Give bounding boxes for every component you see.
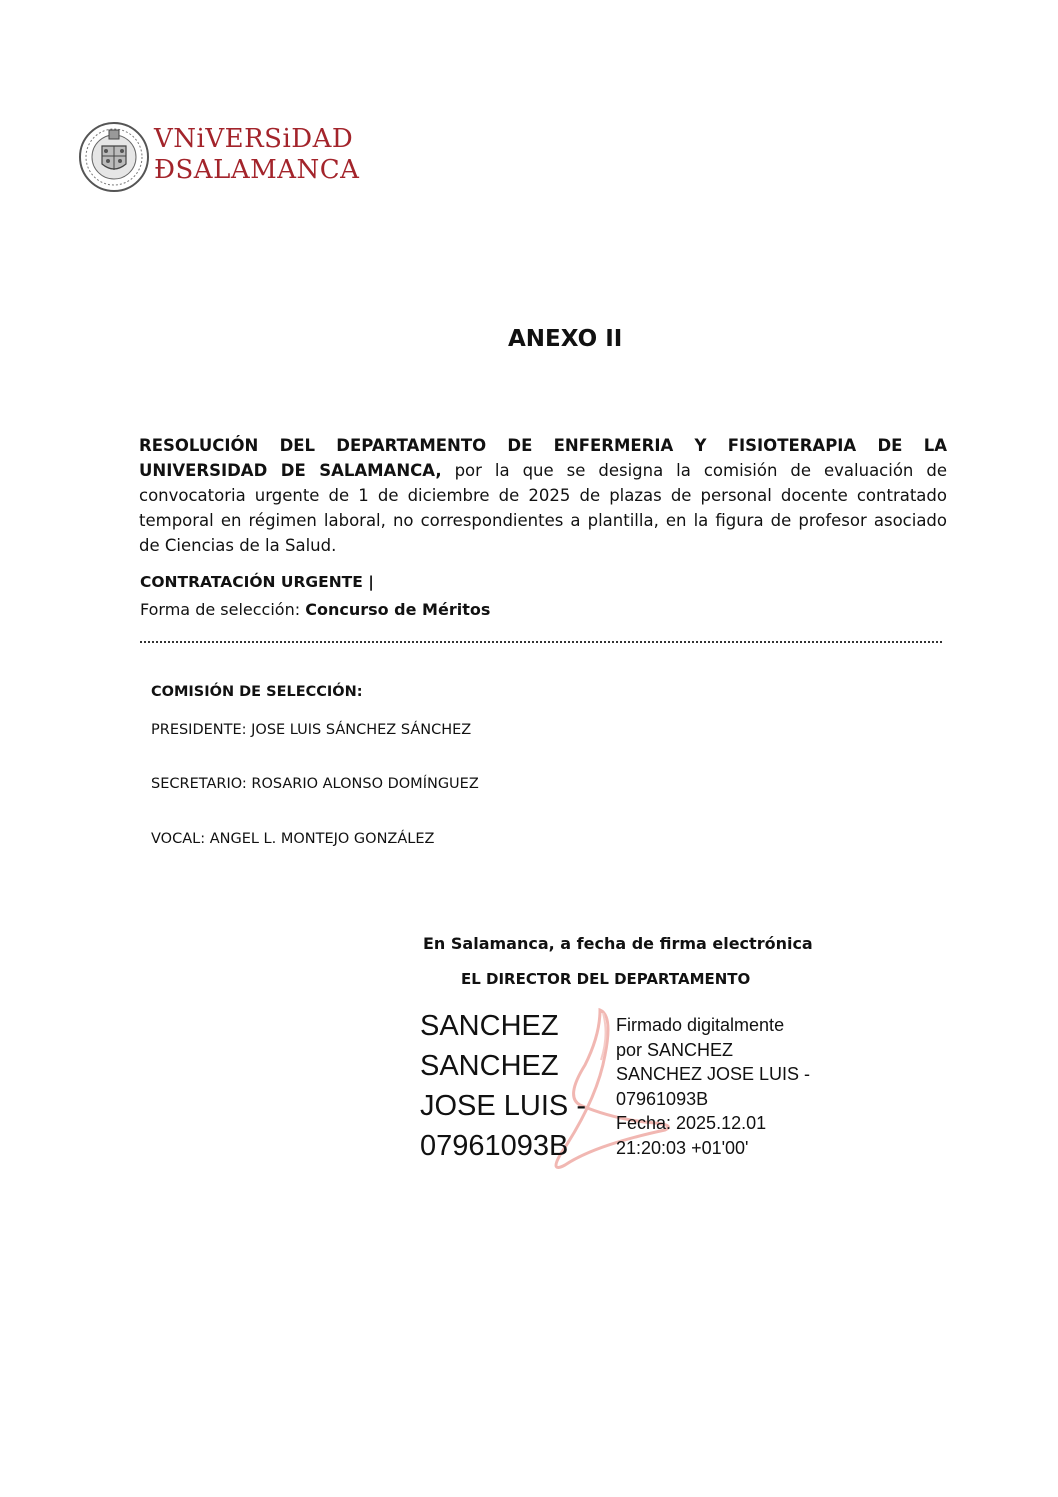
resolution-body: por la que se designa la comisión de evaluación de convocatoria urgente de 1 de diciembre de 2025 de plazas de personal docente contratado temporal en régimen laboral, no correspondientes a plantilla, en la figura de profesor asociado de Ciencias de la Salud. (139, 461, 947, 555)
signer-name (420, 1006, 586, 1166)
signature-detail-line: SANCHEZ JOSE LUIS - (616, 1064, 811, 1084)
signature-details (616, 1013, 810, 1160)
signature-detail-line: Firmado digitalmente (616, 1015, 785, 1035)
signer-name-line: SANCHEZ (420, 1010, 559, 1042)
resolution-heading: RESOLUCIÓN DEL DEPARTAMENTO DE ENFERMERIA Y FISIOTERAPIA DE LA UNIVERSIDAD DE SALAMANCA, (139, 436, 947, 480)
signer-name-line: 07961093B (420, 1130, 569, 1162)
logo-line-1: VNiVERSiDAD (154, 124, 354, 154)
contratacion-label: CONTRATACIÓN URGENTE | (140, 573, 374, 591)
signature-detail-line: 07961093B (616, 1088, 709, 1109)
dotted-separator (140, 640, 942, 643)
university-name (154, 124, 359, 186)
signer-name-line: SANCHEZ (420, 1050, 559, 1082)
commission-presidente: PRESIDENTE: JOSE LUIS SÁNCHEZ SÁNCHEZ (151, 722, 472, 738)
commission-vocal: VOCAL: ANGEL L. MONTEJO GONZÁLEZ (151, 831, 435, 847)
signer-name-line: JOSE LUIS - (420, 1090, 586, 1122)
place-date: En Salamanca, a fecha de firma electrónica (423, 934, 813, 953)
university-logo (78, 118, 358, 198)
university-seal-icon (78, 118, 150, 196)
forma-label: Forma de selección: (140, 600, 306, 619)
commission-secretario: SECRETARIO: ROSARIO ALONSO DOMÍNGUEZ (151, 776, 479, 792)
director-role: EL DIRECTOR DEL DEPARTAMENTO (461, 970, 751, 988)
logo-line-2: ÐSALAMANCA (154, 155, 360, 185)
commission-heading: COMISIÓN DE SELECCIÓN: (151, 684, 363, 700)
signature-detail-line: por SANCHEZ (616, 1039, 734, 1060)
forma-seleccion (140, 600, 490, 619)
forma-value: Concurso de Méritos (305, 600, 491, 619)
signature-detail-line: Fecha: 2025.12.01 (616, 1113, 767, 1133)
signature-detail-line: 21:20:03 +01'00' (616, 1137, 749, 1158)
resolution-paragraph (139, 433, 947, 558)
document-title: ANEXO II (508, 326, 623, 352)
